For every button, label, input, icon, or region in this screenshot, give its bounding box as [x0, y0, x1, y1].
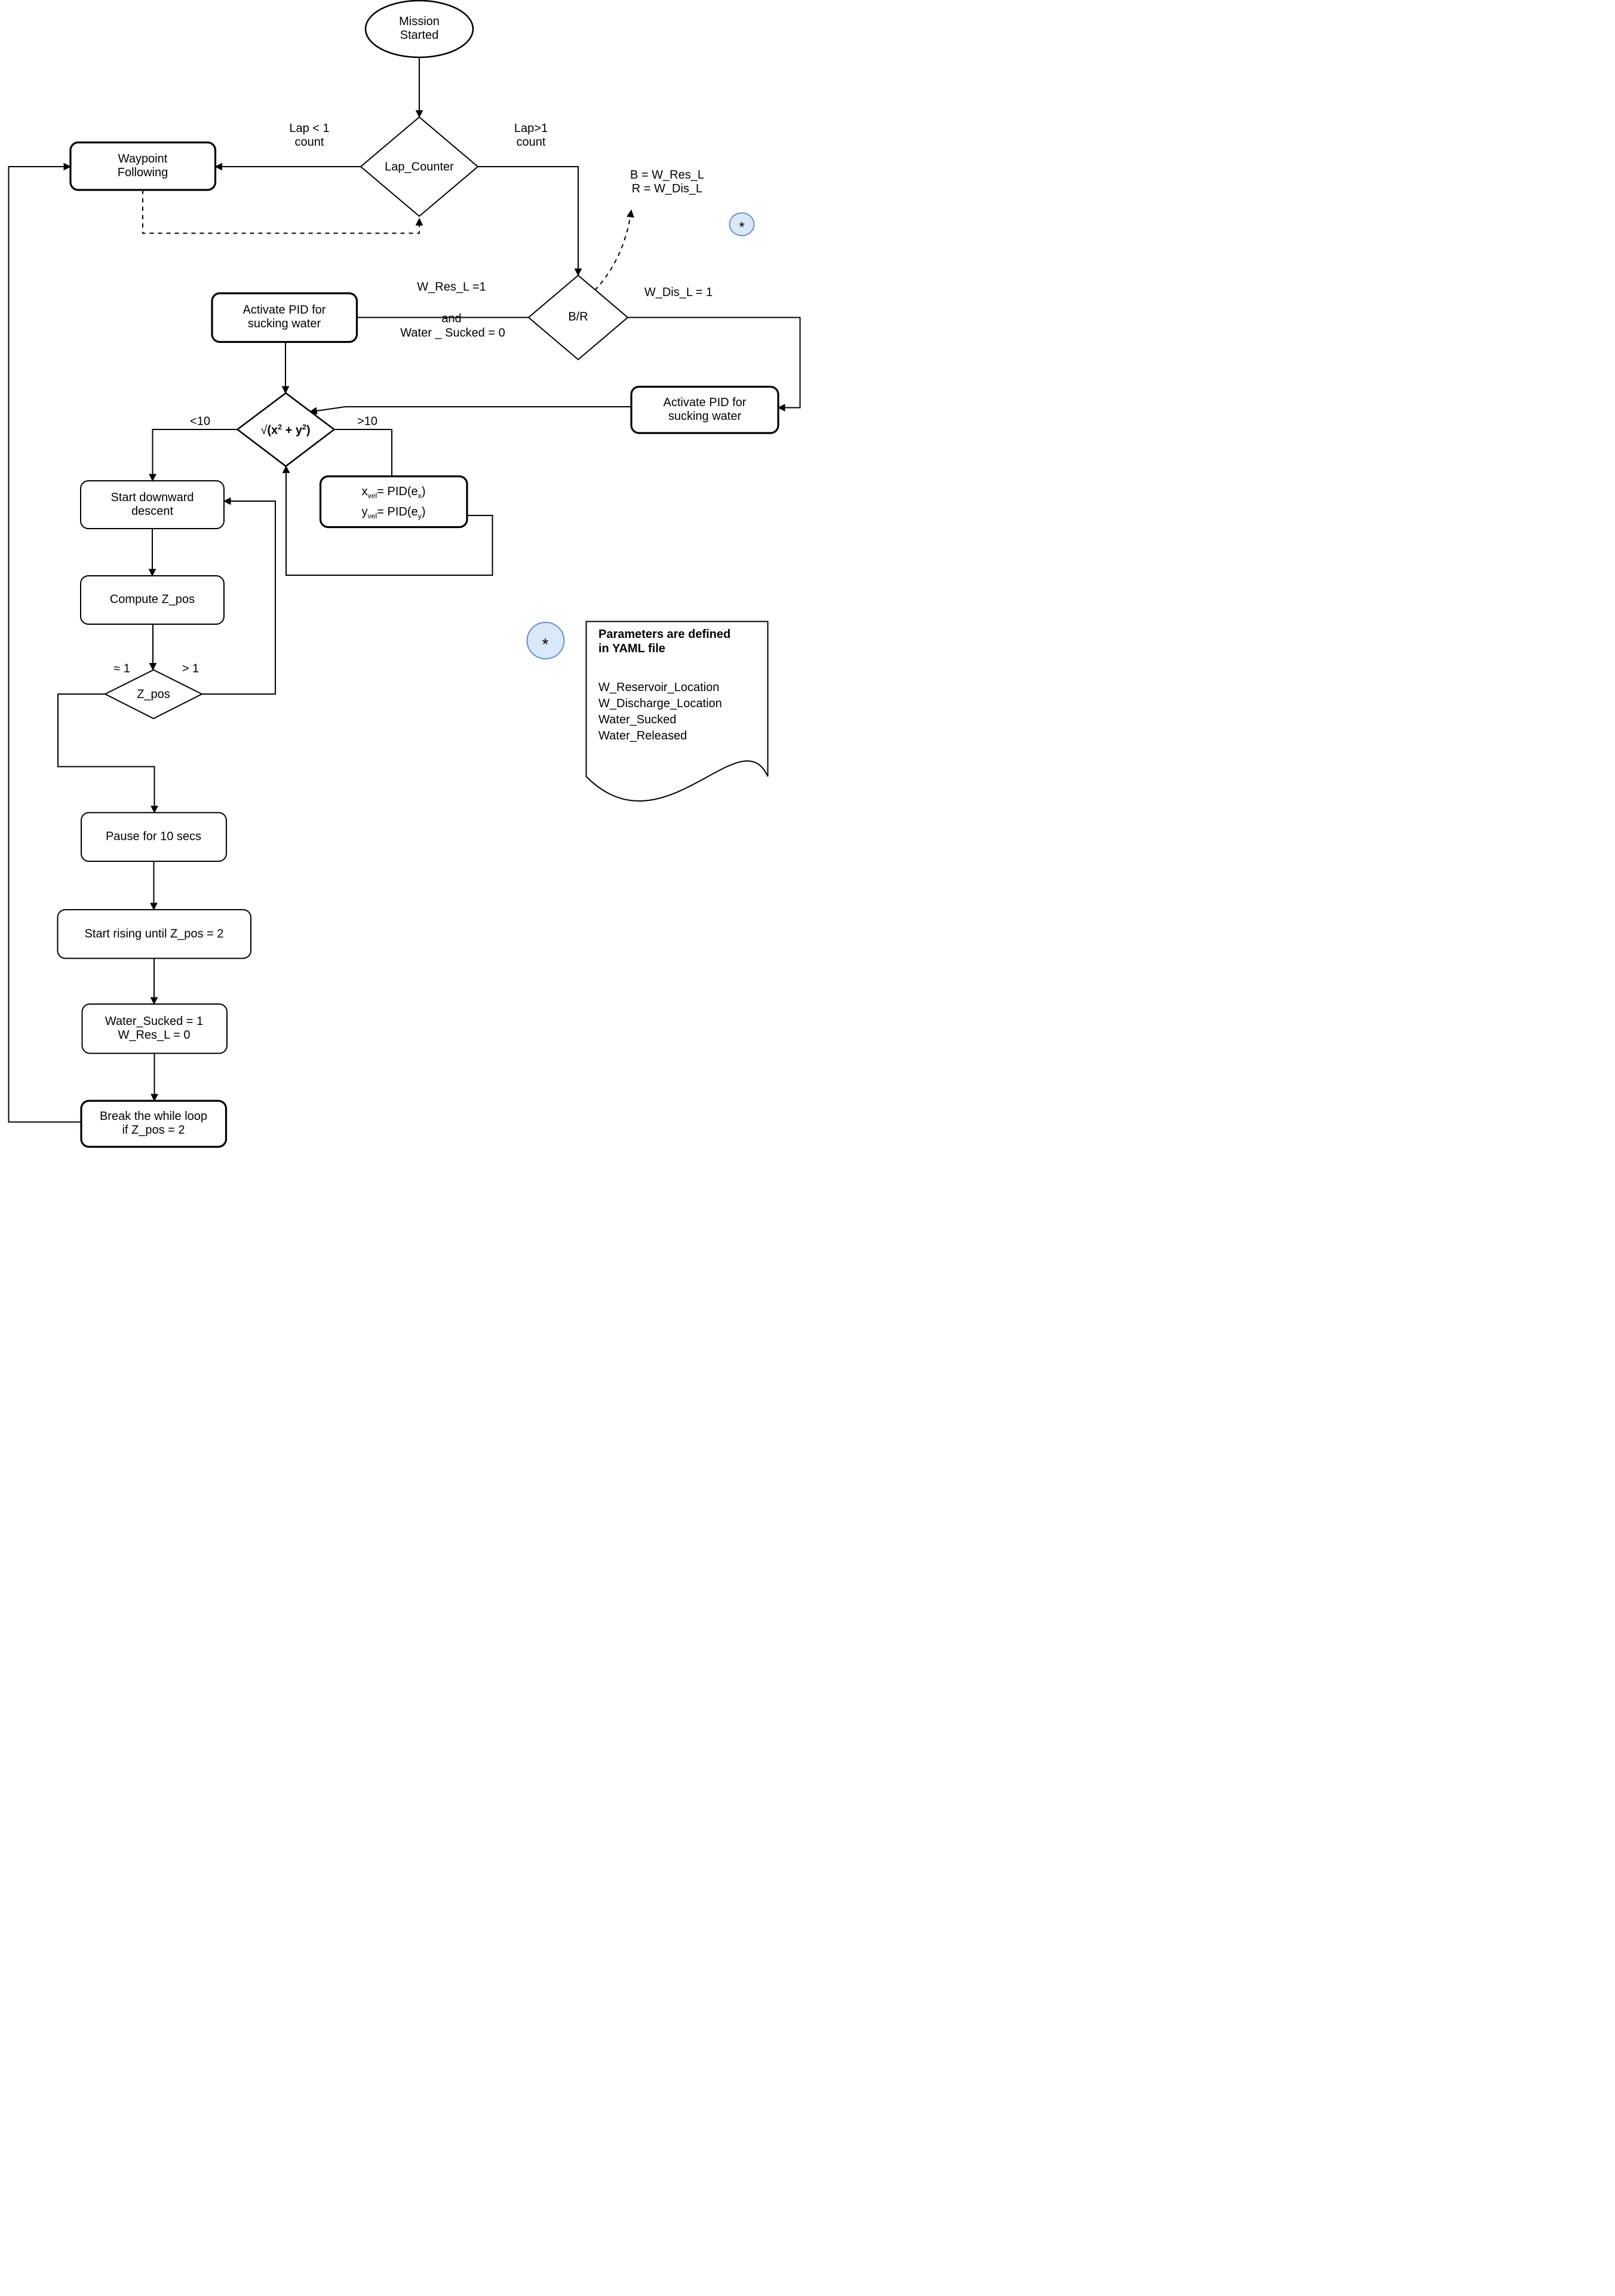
edge-label-gt10-text: >10 — [357, 415, 377, 428]
waypoint-label — [118, 152, 168, 180]
edge-label-br-assign-line2: R = W_Dis_L — [631, 182, 703, 195]
edge-break-to-waypoint — [9, 167, 82, 1122]
waypoint-label-line2: Following — [117, 166, 168, 179]
sqrt-pre: (x — [267, 423, 278, 437]
vel-y-sub2: y — [417, 512, 422, 520]
edge-label-gt1-text: > 1 — [182, 662, 199, 676]
water-label-line1: Water_Sucked = 1 — [105, 1015, 204, 1028]
start-label-line2: Started — [400, 29, 439, 42]
pid-right-label-line1: Activate PID for — [663, 396, 747, 409]
flowchart-canvas — [0, 0, 808, 1148]
yaml-note-item: Water_Sucked — [598, 713, 677, 726]
edge-label-lt10 — [190, 415, 210, 429]
pid-left-label — [243, 303, 326, 331]
vel-x-post: ) — [421, 485, 426, 498]
break-label-line2: if Z_pos = 2 — [122, 1124, 185, 1137]
yaml-note-item: Water_Released — [598, 729, 687, 742]
pid-left-label-line1: Activate PID for — [242, 303, 326, 317]
sqrt-mid: + y — [282, 423, 303, 437]
yaml-note — [598, 627, 764, 744]
sqrt-sup2: 2 — [302, 422, 306, 431]
vel-label — [361, 481, 425, 522]
pid-right-label — [664, 396, 747, 423]
edge-label-and — [441, 312, 461, 326]
descent-label-line1: Start downward — [110, 491, 194, 504]
edge-label-lap-lt — [289, 122, 329, 149]
annotation-star-2-text: * — [542, 635, 549, 653]
sqrt-post: ) — [306, 423, 311, 437]
edge-pid-right-to-distance-check — [310, 407, 631, 412]
edge-waypoint-to-lap-counter-dashed — [143, 190, 419, 234]
annotation-star-1 — [739, 220, 744, 235]
descent-label — [111, 491, 194, 518]
vel-x-sub: vel — [367, 492, 377, 500]
pid-right-label-line2: sucking water — [668, 410, 742, 423]
yaml-note-item: W_Discharge_Location — [598, 697, 722, 710]
annotation-star-2 — [542, 636, 549, 653]
edge-label-lt10-text: <10 — [190, 415, 210, 428]
edge-br-to-assignment-dashed — [595, 210, 631, 290]
edge-label-and-text: and — [441, 312, 462, 326]
waypoint-label-line1: Waypoint — [118, 152, 168, 165]
edge-label-w-dis-text: W_Dis_L = 1 — [644, 286, 713, 299]
edge-label-lap-gt-line2: count — [516, 136, 546, 149]
vel-y-post: ) — [421, 505, 426, 518]
zpos-label — [137, 688, 170, 702]
yaml-note-items — [598, 680, 764, 744]
vel-x-sub2: x — [417, 492, 422, 500]
compute-label-text: Compute Z_pos — [109, 593, 195, 606]
br-label — [568, 311, 588, 324]
break-label — [100, 1110, 207, 1137]
edge-label-br-assign-line1: B = W_Res_L — [630, 168, 704, 182]
vel-y-sub: vel — [367, 512, 377, 520]
compute-label — [110, 593, 195, 607]
edge-label-gt10 — [357, 415, 377, 429]
water-label — [105, 1015, 203, 1042]
edge-label-w-res-text: W_Res_L =1 — [417, 280, 486, 294]
vel-y-mid: = PID(e — [377, 505, 418, 518]
edge-label-lap-gt-line1: Lap>1 — [514, 122, 548, 135]
vel-x-base: x — [361, 485, 368, 498]
edge-label-gt1 — [182, 662, 199, 676]
edge-distance-check-to-vel — [334, 429, 392, 477]
pause-label-text: Pause for 10 secs — [105, 830, 202, 843]
br-label-text: B/R — [568, 310, 588, 324]
lap-counter-label — [385, 161, 454, 174]
break-label-line1: Break the while loop — [99, 1110, 208, 1123]
sqrt-sign: √ — [260, 423, 268, 437]
pid-left-label-line2: sucking water — [247, 317, 321, 330]
distance-check-label — [260, 424, 310, 438]
annotation-star-1-text: * — [739, 219, 745, 235]
edge-distance-check-to-descent — [153, 429, 238, 481]
edge-label-water-sucked-text: Water _ Sucked = 0 — [400, 326, 505, 340]
yaml-note-title — [598, 627, 764, 656]
vel-x-mid: = PID(e — [377, 485, 418, 498]
sqrt-sup1: 2 — [278, 422, 283, 431]
edge-label-lap-lt-line2: count — [294, 136, 324, 149]
descent-label-line2: descent — [131, 505, 174, 518]
lap-counter-label-text: Lap_Counter — [385, 160, 454, 174]
edge-label-approx1-text: ≈ 1 — [113, 662, 130, 676]
vel-label-line-x — [361, 481, 425, 502]
yaml-note-title-line1: Parameters are defined — [598, 628, 731, 641]
rise-label-text: Start rising until Z_pos = 2 — [84, 927, 224, 941]
edge-label-lap-gt — [514, 122, 548, 149]
start-label — [399, 15, 440, 42]
yaml-note-item: W_Reservoir_Location — [598, 681, 720, 694]
zpos-label-text: Z_pos — [137, 687, 170, 701]
edge-label-water-sucked — [400, 327, 505, 340]
edge-label-w-res — [417, 281, 486, 294]
start-label-line1: Mission — [399, 15, 440, 28]
water-label-line2: W_Res_L = 0 — [118, 1029, 191, 1042]
edge-label-br-assign — [630, 168, 704, 196]
vel-y-base: y — [361, 505, 368, 518]
rise-label — [85, 928, 224, 941]
edge-label-w-dis — [644, 286, 713, 300]
edge-lap-counter-to-br — [478, 167, 578, 275]
edge-label-lap-lt-line1: Lap < 1 — [289, 122, 330, 135]
pause-label — [106, 830, 201, 844]
edge-label-approx1 — [113, 662, 130, 676]
yaml-note-title-line2: in YAML file — [598, 642, 665, 655]
vel-label-line-y — [361, 502, 425, 522]
